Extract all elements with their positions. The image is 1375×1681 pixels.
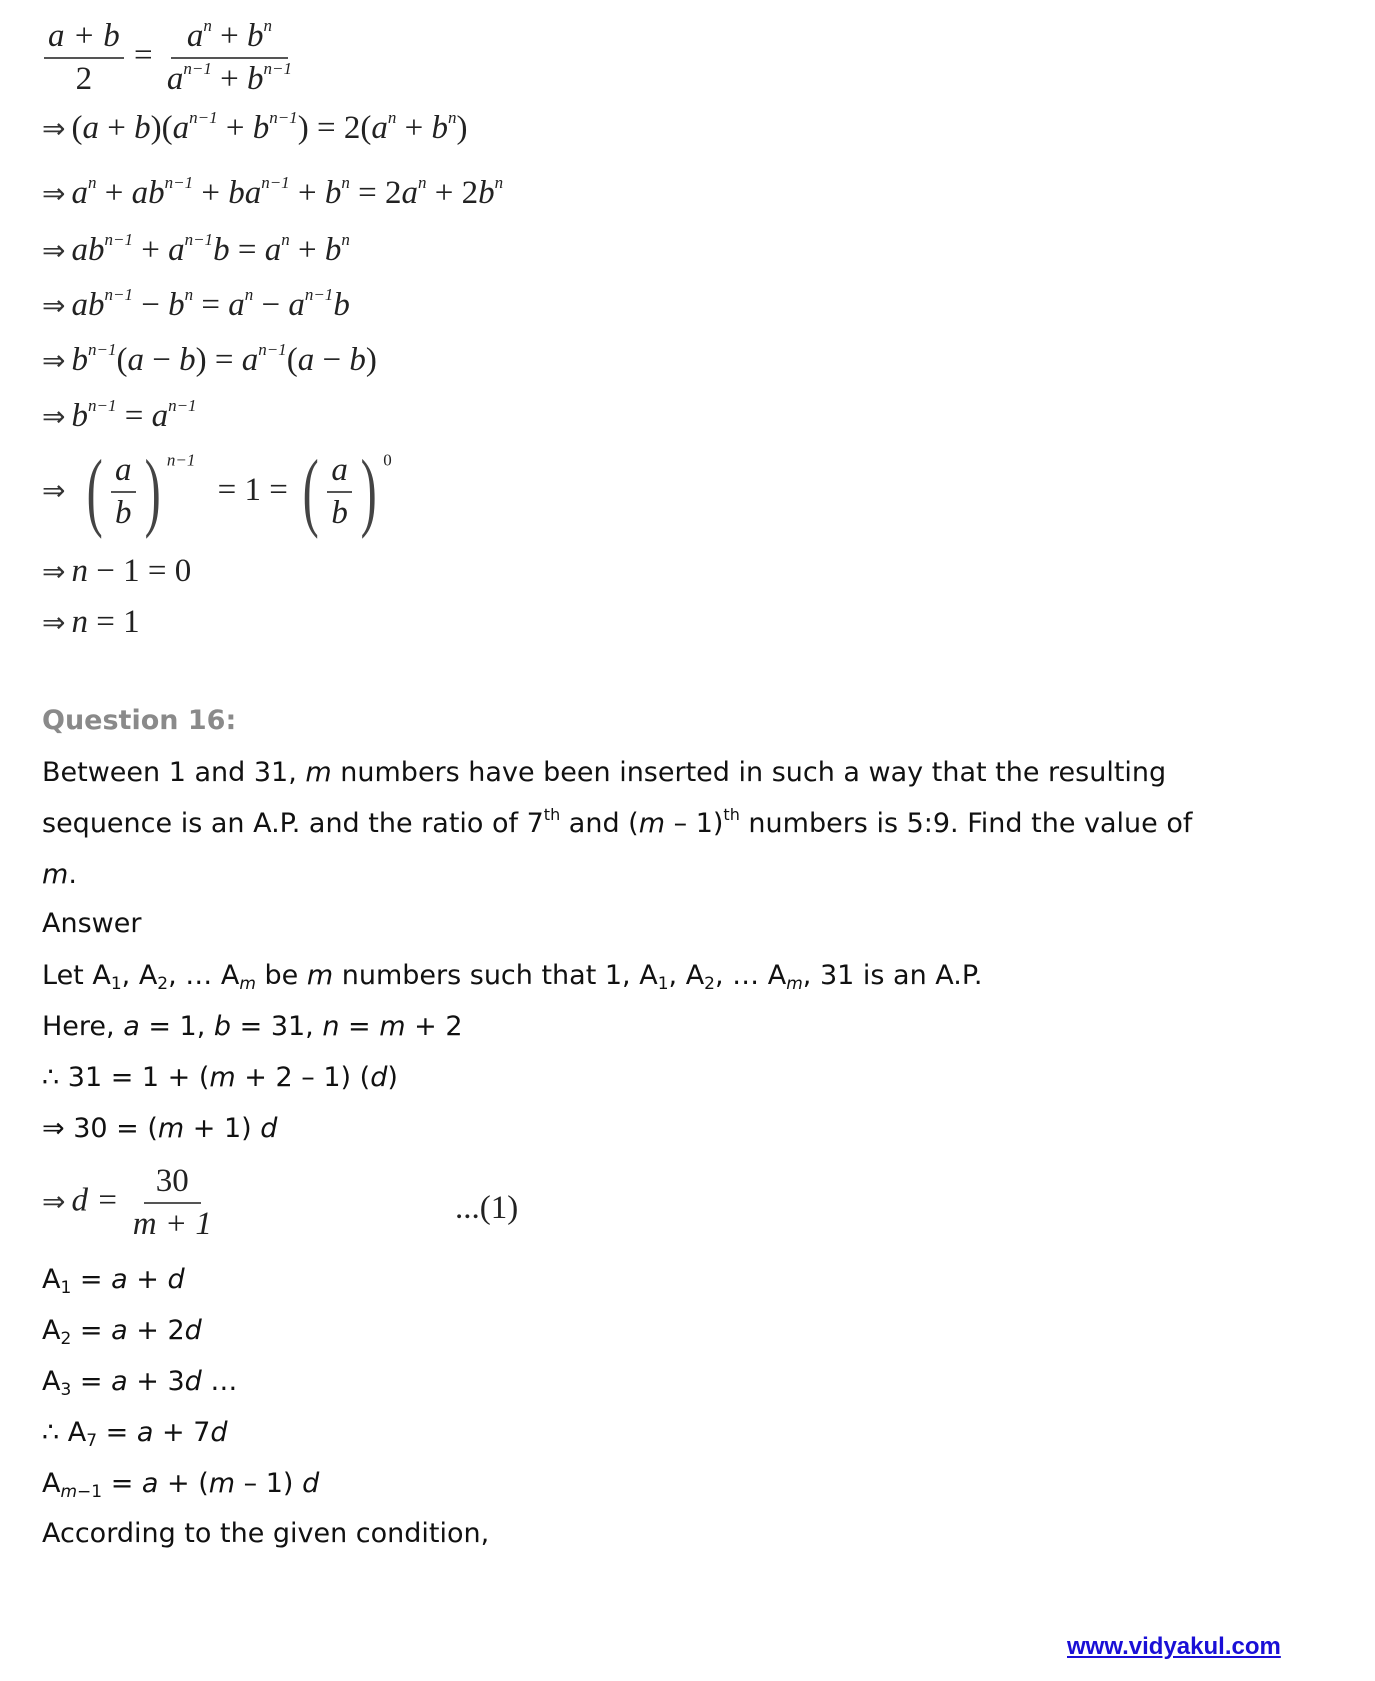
right-paren: ) [144,443,161,540]
var-b: b [247,61,264,97]
left-paren: ( [86,443,103,540]
equation-row-4 [42,287,350,324]
text: numbers have been inserted in such a way that the resulting [331,757,1167,788]
equation-expression: $ab^{n-1} + a^{n-1}b = a^n + b^n$ [71,230,350,268]
subscript: 1 [657,974,669,994]
subscript: 3 [60,1380,72,1400]
subscript: 2 [60,1329,72,1349]
var-a: a [166,61,184,97]
implies-arrow-icon: ⇒ [42,177,66,210]
subscript: 7 [86,1431,98,1451]
implies-arrow-icon: ⇒ [42,606,66,639]
equals-sign: = [134,37,153,74]
d-fraction-row [42,1163,218,1243]
right-paren: ) [360,443,377,540]
var-b: b [247,18,264,54]
vidyakul-website-link[interactable]: www.vidyakul.com [1067,1633,1281,1660]
denominator [129,1204,216,1243]
equation-expression: $ab^{n-1} - b^n = a^n - a^{n-1}b$ [71,285,350,323]
question-heading: Question 16: [42,705,237,736]
equation-expression: $(a + b)(a^{n-1} + b^{n-1}) = 2(a^n + b^n)$ [71,108,468,146]
ordinal-suffix: th [723,805,740,824]
lhs-numerator: a + b [48,18,120,54]
var-m: m [42,859,69,890]
fraction-a-over-b [327,452,352,532]
equation-row-0 [42,18,298,98]
equation-expression: $b^{n-1} = a^{n-1}$ [71,396,197,434]
ordinal-suffix: th [543,805,561,824]
numerator: 30 [144,1163,201,1204]
answer-implies-line: ⇒ 30 = (m + 1) d [42,1113,278,1144]
implies-arrow-icon: ⇒ [42,112,66,145]
equation-row-2 [42,175,503,212]
exponent: n [263,16,273,35]
text: numbers is 5:9. Find the value of [739,808,1193,839]
answer-here-line: Here, a = 1, b = 31, n = m + 2 [42,1011,463,1042]
equation-row-1 [42,110,467,147]
exponent: n [203,16,212,35]
subscript: 1 [60,1278,72,1298]
equation-row-5 [42,342,377,379]
answer-therefore-line: ∴ 31 = 1 + (m + 2 – 1) (d) [42,1062,398,1093]
text: Between 1 and 31, [42,757,306,788]
answer-let-line: Let $A_1$, $A_2$, … $A_m$ be m numbers such that 1, $A_1$, $A_2$, … $A_m$, 31 is an A.P. [42,960,983,994]
var-b: b [331,495,348,531]
equation-row-8 [42,553,191,590]
subscript: 1 [110,974,122,994]
implies-arrow-icon: ⇒ [42,1184,66,1218]
exponent: n−1 [166,450,196,470]
exponent: n−1 [183,59,212,78]
answer-condition-line: According to the given condition, [42,1518,490,1549]
text: sequence is an A.P. and the ratio of 7 [42,808,544,839]
equation-tag: ...(1) [455,1190,519,1226]
equation-expression: $a^n + ab^{n-1} + ba^{n-1} + b^n = 2a^n + 2b^n$ [71,173,504,211]
question-text-line-1 [42,757,1166,788]
var-m: m [305,757,332,788]
term-am-minus-1: $A_{m-1} = a + (m - 1)$ d [42,1468,320,1502]
implies-arrow-icon: ⇒ [42,234,66,267]
d-equals: d = [71,1182,119,1219]
exponent: n−1 [263,59,292,78]
term-a3: $A_3 = a + 3d$ … [42,1366,238,1400]
answer-label: Answer [42,908,142,939]
equation-expression: n − 1 = 0 [71,553,192,589]
equation-expression: n = 1 [71,604,140,640]
question-text-line-2 [42,805,1193,839]
equation-row-3 [42,232,350,269]
lhs-denominator: 2 [75,61,93,97]
subscript: 2 [704,974,715,994]
plus: + [211,18,248,54]
text: – 1) [665,808,724,839]
subscript: m−1 [60,1482,103,1502]
equation-expression: $b^{n-1}(a - b) = a^{n-1}(a - b)$ [71,340,377,378]
term-a7: ∴ $A_7 = a + 7d$ [42,1417,228,1451]
plus: + [211,61,248,97]
var-a: a [186,18,204,54]
implies-arrow-icon: ⇒ [42,555,66,588]
equation-row-9 [42,604,140,641]
equation-row-6 [42,398,197,435]
implies-arrow-icon: ⇒ [42,289,66,322]
var-b: b [115,495,132,531]
subscript: 2 [157,974,169,994]
implies-arrow-icon: ⇒ [42,473,66,507]
implies-arrow-icon: ⇒ [42,400,66,433]
var-a: a [115,452,132,488]
exponent: 0 [383,450,392,470]
fraction-lhs [44,18,124,98]
left-paren: ( [302,443,319,540]
subscript: m [786,974,803,994]
question-text-line-3 [42,859,77,890]
equals-one: = 1 = [217,471,288,508]
var-m: m [638,808,666,839]
text: . [68,859,77,890]
fraction-30-over-m-plus-1 [129,1163,216,1243]
text: and ( [560,808,639,839]
var-a: a [331,452,348,488]
fraction-rhs [163,18,296,98]
fraction-a-over-b [111,452,136,532]
var-m-plus-1: m + 1 [132,1206,212,1242]
subscript: m [239,974,256,994]
term-a1: $A_1 = a + d$ [42,1264,185,1298]
equation-row-7 [42,443,392,540]
term-a2: $A_2 = a + 2d$ [42,1315,202,1349]
implies-arrow-icon: ⇒ [42,344,66,377]
